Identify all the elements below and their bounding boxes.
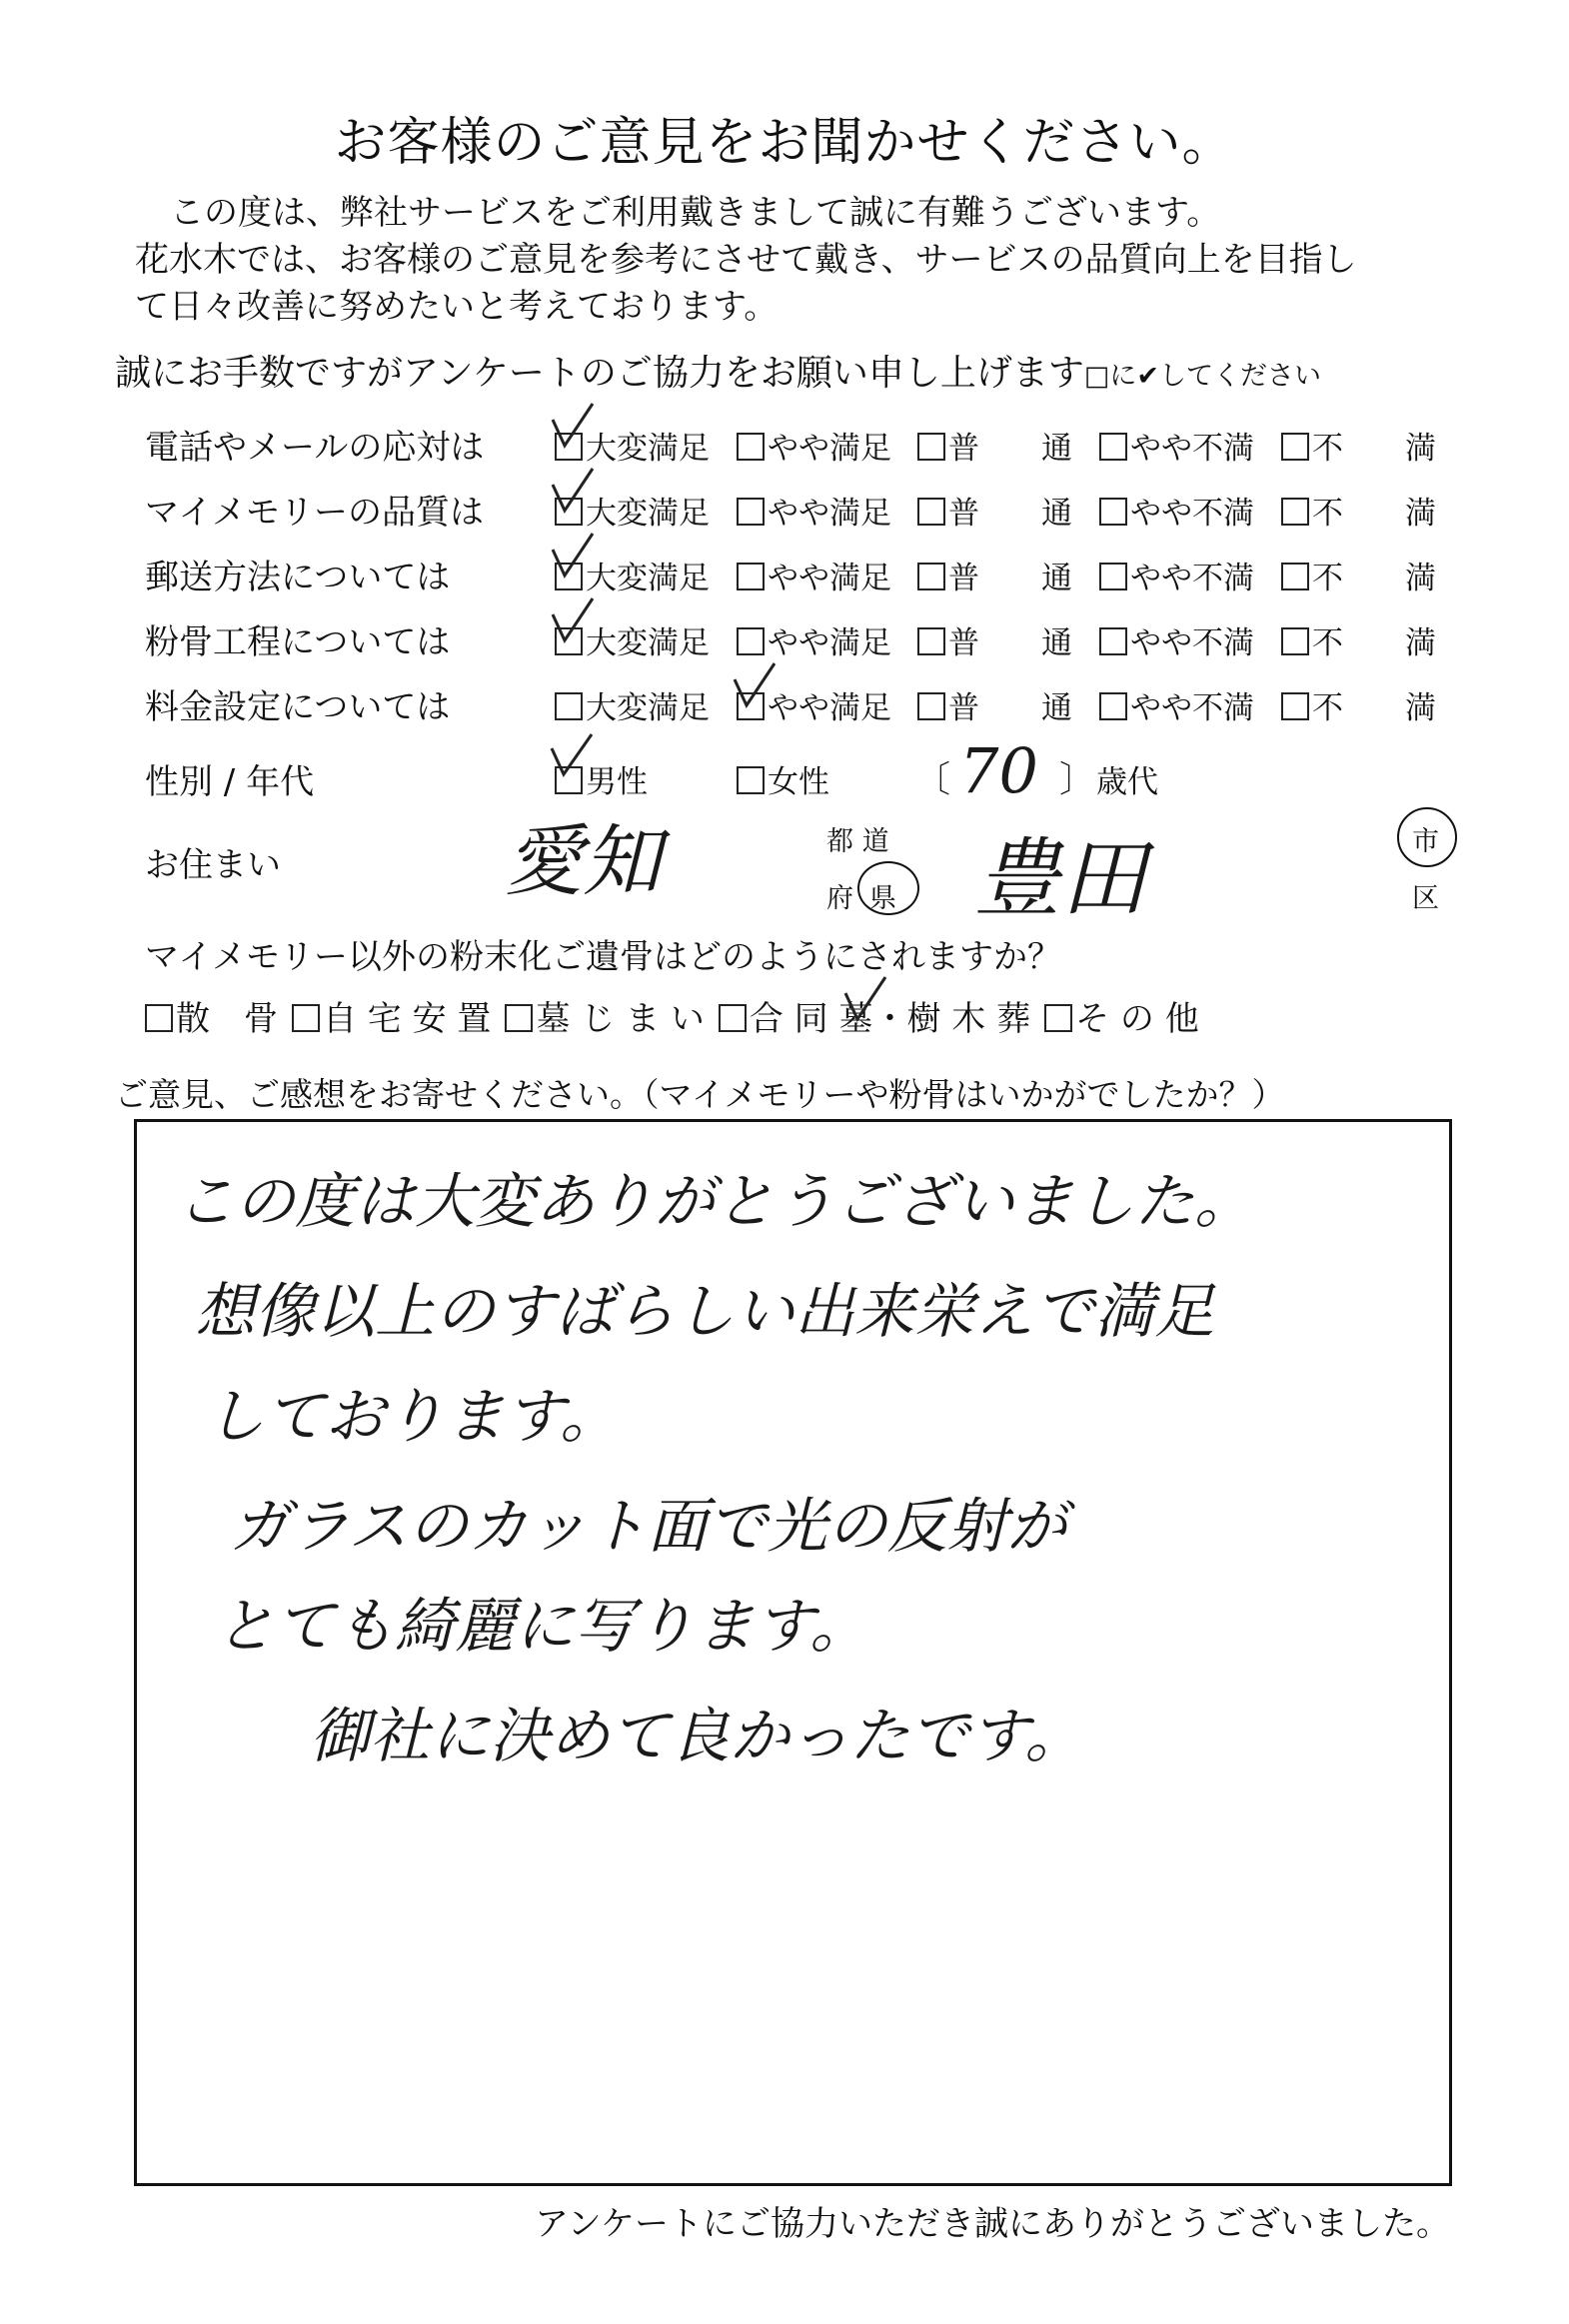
age-bracket-close: 〕 (1059, 759, 1096, 800)
home-checkbox[interactable] (292, 1004, 320, 1032)
intro-line-2: 花水木では、お客様のご意見を参考にさせて戴き、サービスの品質向上を目指し (135, 240, 1357, 280)
option-other[interactable] (1044, 999, 1199, 1039)
satisfaction-option[interactable] (1281, 617, 1436, 662)
gender-age-label: 性別 / 年代 (145, 762, 315, 802)
pref-to-do: 都 道 (826, 826, 889, 857)
satisfaction-option[interactable] (737, 553, 891, 597)
other-checkbox[interactable] (1044, 1004, 1072, 1032)
option-checkbox[interactable] (1099, 692, 1127, 720)
option-checkbox[interactable] (737, 498, 765, 526)
option-checkbox[interactable] (737, 433, 765, 461)
page-title: お客様のご意見をお聞かせください。 (334, 113, 1235, 173)
option-label: 大変満足 (586, 690, 710, 726)
option-label: やや不満 (1130, 496, 1254, 532)
satisfaction-option[interactable] (555, 682, 710, 727)
city-shi: 市 (1412, 826, 1439, 857)
satisfaction-option[interactable] (1281, 682, 1436, 727)
pref-ken: 県 (869, 883, 896, 914)
satisfaction-option[interactable] (1281, 553, 1436, 597)
option-label: 大変満足 (586, 561, 710, 596)
satisfaction-option[interactable] (917, 553, 1072, 597)
question-label: 料金設定については (145, 687, 451, 727)
satisfaction-option[interactable] (1099, 682, 1254, 727)
option-checkbox[interactable] (1099, 498, 1127, 526)
scatter-checkbox[interactable] (145, 1004, 173, 1032)
option-label: やや不満 (1130, 625, 1254, 661)
prefecture-value[interactable]: 愛知 (505, 817, 662, 907)
address-label: お住まい (145, 845, 281, 885)
option-checkbox[interactable] (1281, 498, 1309, 526)
option-label: やや不満 (1130, 561, 1254, 596)
selected-check-mark (731, 663, 777, 707)
option-label: 不 満 (1312, 690, 1436, 726)
other-label: そ の 他 (1075, 999, 1199, 1039)
satisfaction-option[interactable] (737, 617, 891, 662)
scatter-label: 散 骨 (176, 999, 278, 1039)
option-label: 普 通 (948, 561, 1072, 596)
option-label: やや満足 (768, 561, 891, 596)
question-label: 郵送方法については (145, 558, 451, 597)
option-label: 普 通 (948, 496, 1072, 532)
comment-line-5: とても綺麗に写ります。 (215, 1592, 870, 1662)
intro-line-1: この度は、弊社サービスをご利用戴きまして誠に有難うございます。 (170, 193, 1221, 233)
age-value[interactable]: 70 (959, 734, 1038, 807)
selected-check-mark (549, 469, 595, 513)
option-label: 大変満足 (586, 625, 710, 661)
male-check-mark (548, 734, 594, 778)
age-bracket-open: 〔 (914, 759, 951, 800)
option-label: 不 満 (1312, 431, 1436, 467)
option-home[interactable] (292, 999, 491, 1039)
option-checkbox[interactable] (917, 433, 945, 461)
question-label: 電話やメールの応対は (145, 428, 485, 468)
satisfaction-option[interactable] (737, 488, 891, 533)
satisfaction-option[interactable] (917, 423, 1072, 468)
satisfaction-option[interactable] (1099, 488, 1254, 533)
check-hint-prefix: □に (1083, 361, 1137, 392)
footer-thanks: アンケートにご協力いただき誠にありがとうございました。 (535, 2204, 1450, 2244)
survey-request-text: 誠にお手数ですがアンケートのご協力をお願い申し上げます (115, 353, 1084, 394)
selected-check-mark (549, 404, 595, 448)
intro-line-3: て日々改善に努めたいと考えております。 (135, 287, 779, 327)
satisfaction-option[interactable] (1099, 617, 1254, 662)
joint-grave-checkbox[interactable] (719, 1004, 747, 1032)
check-hint-suffix: してください (1158, 361, 1321, 392)
option-label: 大変満足 (586, 431, 710, 467)
grave-closing-label: 墓 じ ま い (536, 999, 705, 1039)
option-scatter[interactable] (145, 999, 278, 1039)
satisfaction-option[interactable] (917, 682, 1072, 727)
female-label: 女性 (768, 764, 829, 800)
option-checkbox[interactable] (1281, 563, 1309, 590)
gender-female-option[interactable] (737, 756, 829, 801)
option-label: 不 満 (1312, 561, 1436, 596)
option-checkbox[interactable] (917, 627, 945, 655)
option-grave-closing[interactable] (505, 999, 704, 1039)
other-use-question: マイメモリー以外の粉末化ご遺骨はどのようにされますか？ (145, 937, 1061, 977)
option-checkbox[interactable] (1281, 692, 1309, 720)
city-shi-circle (1397, 807, 1457, 867)
city-value[interactable]: 豊田 (974, 829, 1146, 929)
option-label: やや満足 (768, 496, 891, 532)
satisfaction-option[interactable] (737, 423, 891, 468)
city-ku: 区 (1412, 883, 1439, 914)
comments-heading: ご意見、ご感想をお寄せください。（マイメモリーや粉骨はいかがでしたか？） (115, 1075, 1285, 1114)
option-label: 不 満 (1312, 625, 1436, 661)
comment-line-3: しております。 (205, 1382, 621, 1452)
comment-line-2: 想像以上のすばらしい出来栄えで満足 (195, 1277, 1214, 1347)
option-label: やや不満 (1130, 690, 1254, 726)
satisfaction-option[interactable] (1099, 553, 1254, 597)
check-hint-mark: ✔ (1136, 361, 1159, 392)
question-label: マイメモリーの品質は (145, 493, 484, 533)
pref-ken-circle (857, 861, 919, 915)
selected-check-mark (549, 598, 595, 642)
option-label: やや満足 (768, 625, 891, 661)
option-label: やや満足 (768, 690, 891, 726)
survey-request (115, 345, 1321, 396)
pref-fu: 府 (826, 883, 853, 914)
grave-closing-checkbox[interactable] (505, 1004, 533, 1032)
female-checkbox[interactable] (737, 766, 765, 794)
option-label: やや不満 (1130, 431, 1254, 467)
comment-line-6: 御社に決めて良かったです。 (310, 1702, 1085, 1771)
satisfaction-option[interactable] (917, 617, 1072, 662)
option-checkbox[interactable] (917, 498, 945, 526)
option-checkbox[interactable] (1281, 433, 1309, 461)
option-checkbox[interactable] (737, 563, 765, 590)
comment-line-4: ガラスのカット面で光の反射が (230, 1492, 1067, 1562)
option-checkbox[interactable] (1281, 627, 1309, 655)
option-checkbox[interactable] (1099, 433, 1127, 461)
satisfaction-option[interactable] (1281, 488, 1436, 533)
other-use-options (145, 991, 1199, 1040)
option-checkbox[interactable] (1099, 627, 1127, 655)
question-label: 粉骨工程については (145, 622, 451, 662)
option-checkbox[interactable] (1099, 563, 1127, 590)
male-label: 男性 (586, 764, 648, 800)
comment-line-1: この度は大変ありがとうございました。 (175, 1167, 1254, 1237)
satisfaction-option[interactable] (1099, 423, 1254, 468)
option-label: 大変満足 (586, 496, 710, 532)
age-suffix: 歳代 (1096, 764, 1158, 800)
option-checkbox[interactable] (917, 563, 945, 590)
joint-grave-label: 合 同 墓・樹 木 葬 (749, 999, 1031, 1039)
option-label: 普 通 (948, 431, 1072, 467)
satisfaction-option[interactable] (1281, 423, 1436, 468)
option-checkbox[interactable] (555, 692, 583, 720)
option-label: 普 通 (948, 625, 1072, 661)
selected-check-mark (549, 534, 595, 578)
option-label: やや満足 (768, 431, 891, 467)
joint-grave-check-mark (841, 977, 887, 1021)
option-label: 不 満 (1312, 496, 1436, 532)
home-label: 自 宅 安 置 (323, 999, 492, 1039)
check-hint (1084, 361, 1321, 392)
option-label: 普 通 (948, 690, 1072, 726)
satisfaction-option[interactable] (917, 488, 1072, 533)
option-checkbox[interactable] (737, 627, 765, 655)
option-checkbox[interactable] (917, 692, 945, 720)
